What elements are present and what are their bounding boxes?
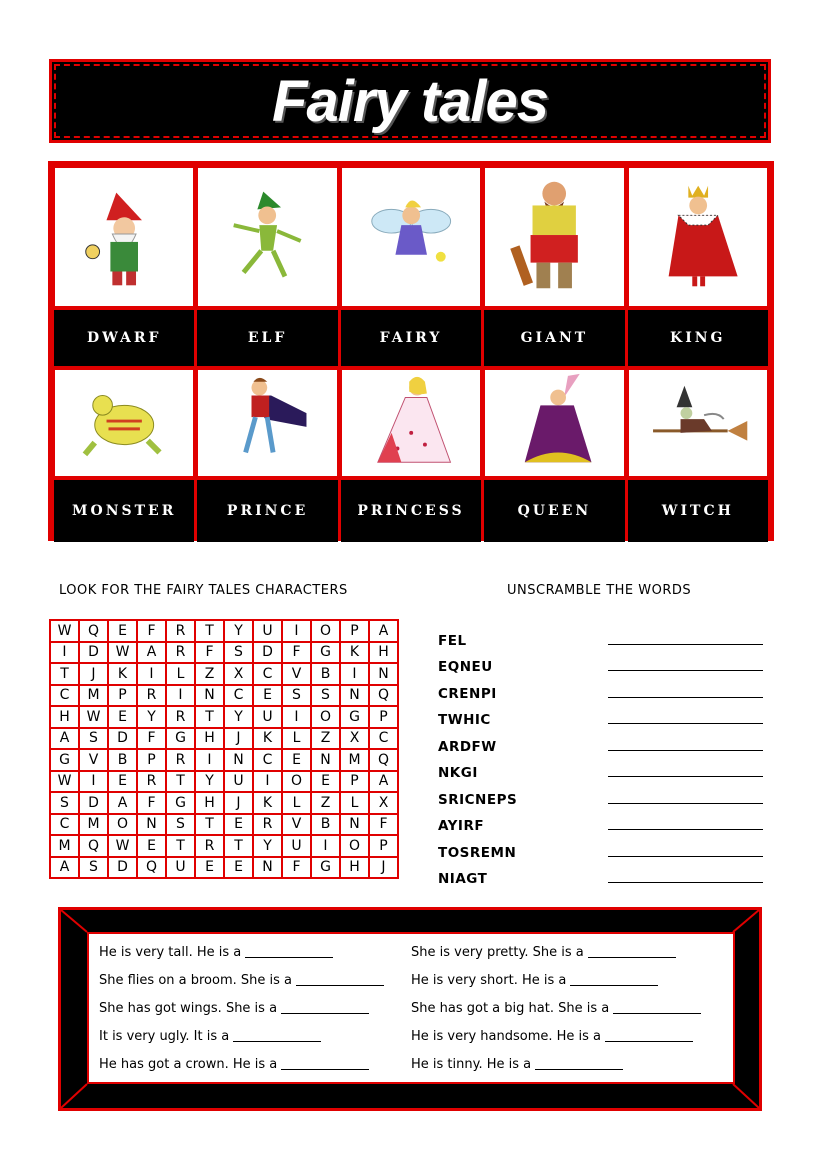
wordsearch-cell: N [253, 857, 282, 879]
wordsearch-cell: I [137, 663, 166, 685]
sentence-text: He is tinny. He is a [411, 1056, 532, 1072]
wordsearch-cell: W [79, 706, 108, 728]
unscramble-item [438, 781, 763, 808]
wordsearch-cell: E [108, 706, 137, 728]
wordsearch-cell: N [224, 749, 253, 771]
wordsearch-cell: A [50, 857, 79, 879]
wordsearch-cell: H [50, 706, 79, 728]
prince-icon [197, 369, 337, 477]
wordsearch-cell: S [79, 857, 108, 879]
wordsearch-cell: C [253, 749, 282, 771]
wordsearch-cell: F [195, 642, 224, 664]
wordsearch-cell: I [340, 663, 369, 685]
unscramble-list [438, 622, 763, 887]
wordsearch-cell: H [195, 728, 224, 750]
wordsearch-cell: O [311, 620, 340, 642]
wordsearch-cell: G [166, 728, 195, 750]
wordsearch-cell: P [340, 620, 369, 642]
wordsearch-cell: H [340, 857, 369, 879]
scrambled-word: CRENPI [438, 685, 497, 702]
wordsearch-cell: Q [79, 620, 108, 642]
wordsearch-cell: I [195, 749, 224, 771]
sentence-text: He is very short. He is a [411, 972, 567, 988]
answer-line[interactable] [608, 737, 763, 751]
wordsearch-cell: G [340, 706, 369, 728]
sentence-left [99, 1022, 411, 1050]
wordsearch-cell: V [282, 663, 311, 685]
wordsearch-cell: R [253, 814, 282, 836]
label-king: KING [628, 310, 768, 366]
sentence-left [99, 938, 411, 966]
wordsearch-cell: Y [224, 620, 253, 642]
wordsearch-cell: C [253, 663, 282, 685]
wordsearch-cell: D [79, 792, 108, 814]
answer-blank[interactable] [613, 1002, 701, 1014]
answer-line[interactable] [608, 816, 763, 830]
wordsearch-cell: S [166, 814, 195, 836]
wordsearch-cell: Y [195, 771, 224, 793]
wordsearch-cell: O [282, 771, 311, 793]
sentence-text: She has got a big hat. She is a [411, 1000, 610, 1016]
sentence-left [99, 994, 411, 1022]
label-fairy: FAIRY [341, 310, 481, 366]
wordsearch-cell: S [79, 728, 108, 750]
wordsearch-cell: C [50, 685, 79, 707]
sentence-right [411, 1022, 723, 1050]
wordsearch-cell: N [340, 814, 369, 836]
wordsearch-cell: R [166, 620, 195, 642]
wordsearch-cell: M [79, 814, 108, 836]
wordsearch-cell: U [166, 857, 195, 879]
wordsearch-cell: T [166, 771, 195, 793]
sentence-right [411, 994, 723, 1022]
wordsearch-cell: X [369, 792, 398, 814]
wordsearch-cell: K [108, 663, 137, 685]
wordsearch-cell: T [195, 706, 224, 728]
wordsearch-cell: R [166, 749, 195, 771]
wordsearch-cell: R [137, 685, 166, 707]
wordsearch-cell: F [282, 857, 311, 879]
sentence-box [87, 932, 735, 1084]
wordsearch-cell: P [108, 685, 137, 707]
character-grid [48, 161, 774, 541]
wordsearch-cell: V [282, 814, 311, 836]
dwarf-icon [54, 167, 194, 307]
wordsearch-cell: R [137, 771, 166, 793]
label-dwarf: DWARF [54, 310, 194, 366]
wordsearch-cell: C [50, 814, 79, 836]
unscramble-item [438, 808, 763, 835]
wordsearch-cell: N [340, 685, 369, 707]
unscramble-item [438, 622, 763, 649]
wordsearch-cell: I [166, 685, 195, 707]
sentence-frame [58, 907, 762, 1111]
label-queen: QUEEN [484, 480, 624, 542]
wordsearch-cell: M [50, 835, 79, 857]
wordsearch-cell: A [369, 620, 398, 642]
wordsearch-cell: F [137, 728, 166, 750]
wordsearch-cell: E [224, 814, 253, 836]
wordsearch-cell: D [79, 642, 108, 664]
sentence-text: He has got a crown. He is a [99, 1056, 278, 1072]
wordsearch-cell: E [108, 771, 137, 793]
wordsearch-cell: B [311, 814, 340, 836]
label-princess: PRINCESS [341, 480, 481, 542]
wordsearch-cell: D [253, 642, 282, 664]
wordsearch-cell: S [224, 642, 253, 664]
sentence-text: She has got wings. She is a [99, 1000, 278, 1016]
wordsearch-cell: O [311, 706, 340, 728]
label-elf: ELF [197, 310, 337, 366]
page-title: Fairy tales [272, 68, 548, 134]
wordsearch-cell: D [108, 857, 137, 879]
sentence-right [411, 966, 723, 994]
wordsearch-cell: I [253, 771, 282, 793]
wordsearch-cell: R [195, 835, 224, 857]
wordsearch-cell: B [311, 663, 340, 685]
label-prince: PRINCE [197, 480, 337, 542]
label-giant: GIANT [484, 310, 624, 366]
answer-blank[interactable] [233, 1030, 321, 1042]
wordsearch-cell: O [340, 835, 369, 857]
wordsearch-cell: J [79, 663, 108, 685]
wordsearch-cell: X [224, 663, 253, 685]
wordsearch-cell: L [282, 728, 311, 750]
wordsearch-cell: G [166, 792, 195, 814]
wordsearch-cell: Q [137, 857, 166, 879]
wordsearch-cell: E [224, 857, 253, 879]
sentence-left [99, 966, 411, 994]
wordsearch-cell: J [224, 792, 253, 814]
sentence-text: It is very ugly. It is a [99, 1028, 230, 1044]
wordsearch-cell: G [311, 642, 340, 664]
wordsearch-cell: T [224, 835, 253, 857]
scrambled-word: FEL [438, 632, 467, 649]
answer-line[interactable] [608, 710, 763, 724]
unscramble-item [438, 755, 763, 782]
wordsearch-cell: U [253, 706, 282, 728]
wordsearch-heading: LOOK FOR THE FAIRY TALES CHARACTERS [59, 583, 348, 598]
scrambled-word: AYIRF [438, 818, 485, 834]
wordsearch-cell: J [369, 857, 398, 879]
wordsearch-cell: N [137, 814, 166, 836]
wordsearch-cell: L [282, 792, 311, 814]
answer-blank[interactable] [281, 1058, 369, 1070]
scrambled-word: TWHIC [438, 712, 491, 728]
sentence-right [411, 938, 723, 966]
wordsearch-cell: A [137, 642, 166, 664]
wordsearch-cell: Q [369, 685, 398, 707]
wordsearch-cell: F [137, 620, 166, 642]
wordsearch-cell: K [253, 728, 282, 750]
wordsearch-cell: R [166, 706, 195, 728]
wordsearch-cell: K [340, 642, 369, 664]
answer-line[interactable] [608, 869, 763, 883]
sentence-left [99, 1050, 411, 1078]
wordsearch-cell: C [224, 685, 253, 707]
sentence-right [411, 1050, 723, 1078]
wordsearch-cell: Q [369, 749, 398, 771]
wordsearch-cell: E [311, 771, 340, 793]
scrambled-word: EQNEU [438, 659, 493, 675]
answer-blank[interactable] [296, 974, 384, 986]
answer-line[interactable] [608, 763, 763, 777]
wordsearch-cell: E [253, 685, 282, 707]
wordsearch-cell: O [108, 814, 137, 836]
queen-icon [484, 369, 624, 477]
wordsearch-cell: Z [311, 792, 340, 814]
wordsearch-cell: P [340, 771, 369, 793]
giant-icon [484, 167, 624, 307]
unscramble-item [438, 861, 763, 888]
scrambled-word: SRICNEPS [438, 791, 518, 808]
wordsearch-cell: C [369, 728, 398, 750]
answer-line[interactable] [608, 657, 763, 671]
wordsearch-cell: A [108, 792, 137, 814]
unscramble-item [438, 702, 763, 729]
fairy-icon [341, 167, 481, 307]
wordsearch-cell: Y [137, 706, 166, 728]
wordsearch-cell: Y [253, 835, 282, 857]
wordsearch-cell: D [108, 728, 137, 750]
wordsearch-cell: Q [79, 835, 108, 857]
wordsearch-cell: T [50, 663, 79, 685]
wordsearch-cell: I [50, 642, 79, 664]
scrambled-word: ARDFW [438, 738, 497, 755]
wordsearch-cell: F [137, 792, 166, 814]
wordsearch-cell: Y [224, 706, 253, 728]
wordsearch-cell: L [166, 663, 195, 685]
answer-blank[interactable] [588, 946, 676, 958]
unscramble-item [438, 649, 763, 676]
unscramble-item [438, 834, 763, 861]
wordsearch-cell: U [253, 620, 282, 642]
answer-blank[interactable] [245, 946, 333, 958]
unscramble-heading: UNSCRAMBLE THE WORDS [507, 583, 692, 598]
wordsearch-cell: M [79, 685, 108, 707]
wordsearch-cell: V [79, 749, 108, 771]
label-witch: WITCH [628, 480, 768, 542]
princess-icon [341, 369, 481, 477]
wordsearch-cell: T [195, 814, 224, 836]
answer-line[interactable] [608, 631, 763, 645]
witch-icon [628, 369, 768, 477]
wordsearch-cell: G [311, 857, 340, 879]
wordsearch-cell: S [282, 685, 311, 707]
answer-line[interactable] [608, 790, 763, 804]
wordsearch-cell: Z [311, 728, 340, 750]
wordsearch-cell: F [369, 814, 398, 836]
elf-icon [197, 167, 337, 307]
answer-blank[interactable] [605, 1030, 693, 1042]
sentence-text: He is very tall. He is a [99, 944, 242, 960]
unscramble-item [438, 675, 763, 702]
wordsearch-cell: H [195, 792, 224, 814]
wordsearch-cell: W [50, 620, 79, 642]
wordsearch-cell: A [369, 771, 398, 793]
wordsearch-cell: H [369, 642, 398, 664]
wordsearch-cell: G [50, 749, 79, 771]
wordsearch-cell: F [282, 642, 311, 664]
wordsearch-cell: P [137, 749, 166, 771]
wordsearch-cell: E [108, 620, 137, 642]
wordsearch-cell: W [50, 771, 79, 793]
answer-line[interactable] [608, 684, 763, 698]
wordsearch-cell: N [195, 685, 224, 707]
wordsearch-cell: E [137, 835, 166, 857]
label-monster: MONSTER [54, 480, 194, 542]
scrambled-word: NIAGT [438, 871, 488, 887]
king-icon [628, 167, 768, 307]
monster-icon [54, 369, 194, 477]
unscramble-item [438, 728, 763, 755]
wordsearch-grid [49, 619, 399, 879]
answer-blank[interactable] [535, 1058, 623, 1070]
wordsearch-cell: X [340, 728, 369, 750]
wordsearch-cell: S [50, 792, 79, 814]
wordsearch-cell: B [108, 749, 137, 771]
wordsearch-cell: I [311, 835, 340, 857]
wordsearch-cell: P [369, 835, 398, 857]
answer-line[interactable] [608, 843, 763, 857]
wordsearch-cell: U [282, 835, 311, 857]
wordsearch-cell: R [166, 642, 195, 664]
wordsearch-cell: T [195, 620, 224, 642]
wordsearch-cell: W [108, 835, 137, 857]
wordsearch-cell: I [79, 771, 108, 793]
sentence-text: He is very handsome. He is a [411, 1028, 602, 1044]
wordsearch-cell: E [282, 749, 311, 771]
wordsearch-cell: I [282, 620, 311, 642]
wordsearch-cell: I [282, 706, 311, 728]
sentence-text: She is very pretty. She is a [411, 944, 584, 960]
answer-blank[interactable] [281, 1002, 369, 1014]
wordsearch-cell: J [224, 728, 253, 750]
wordsearch-cell: E [195, 857, 224, 879]
wordsearch-cell: P [369, 706, 398, 728]
wordsearch-cell: N [369, 663, 398, 685]
title-banner [49, 59, 771, 143]
answer-blank[interactable] [570, 974, 658, 986]
scrambled-word: TOSREMN [438, 844, 517, 861]
wordsearch-cell: W [108, 642, 137, 664]
wordsearch-cell: A [50, 728, 79, 750]
wordsearch-cell: U [224, 771, 253, 793]
scrambled-word: NKGI [438, 765, 478, 781]
wordsearch-cell: M [340, 749, 369, 771]
wordsearch-cell: T [166, 835, 195, 857]
wordsearch-cell: L [340, 792, 369, 814]
sentence-text: She flies on a broom. She is a [99, 972, 293, 988]
wordsearch-cell: K [253, 792, 282, 814]
wordsearch-cell: Z [195, 663, 224, 685]
wordsearch-cell: N [311, 749, 340, 771]
wordsearch-cell: S [311, 685, 340, 707]
